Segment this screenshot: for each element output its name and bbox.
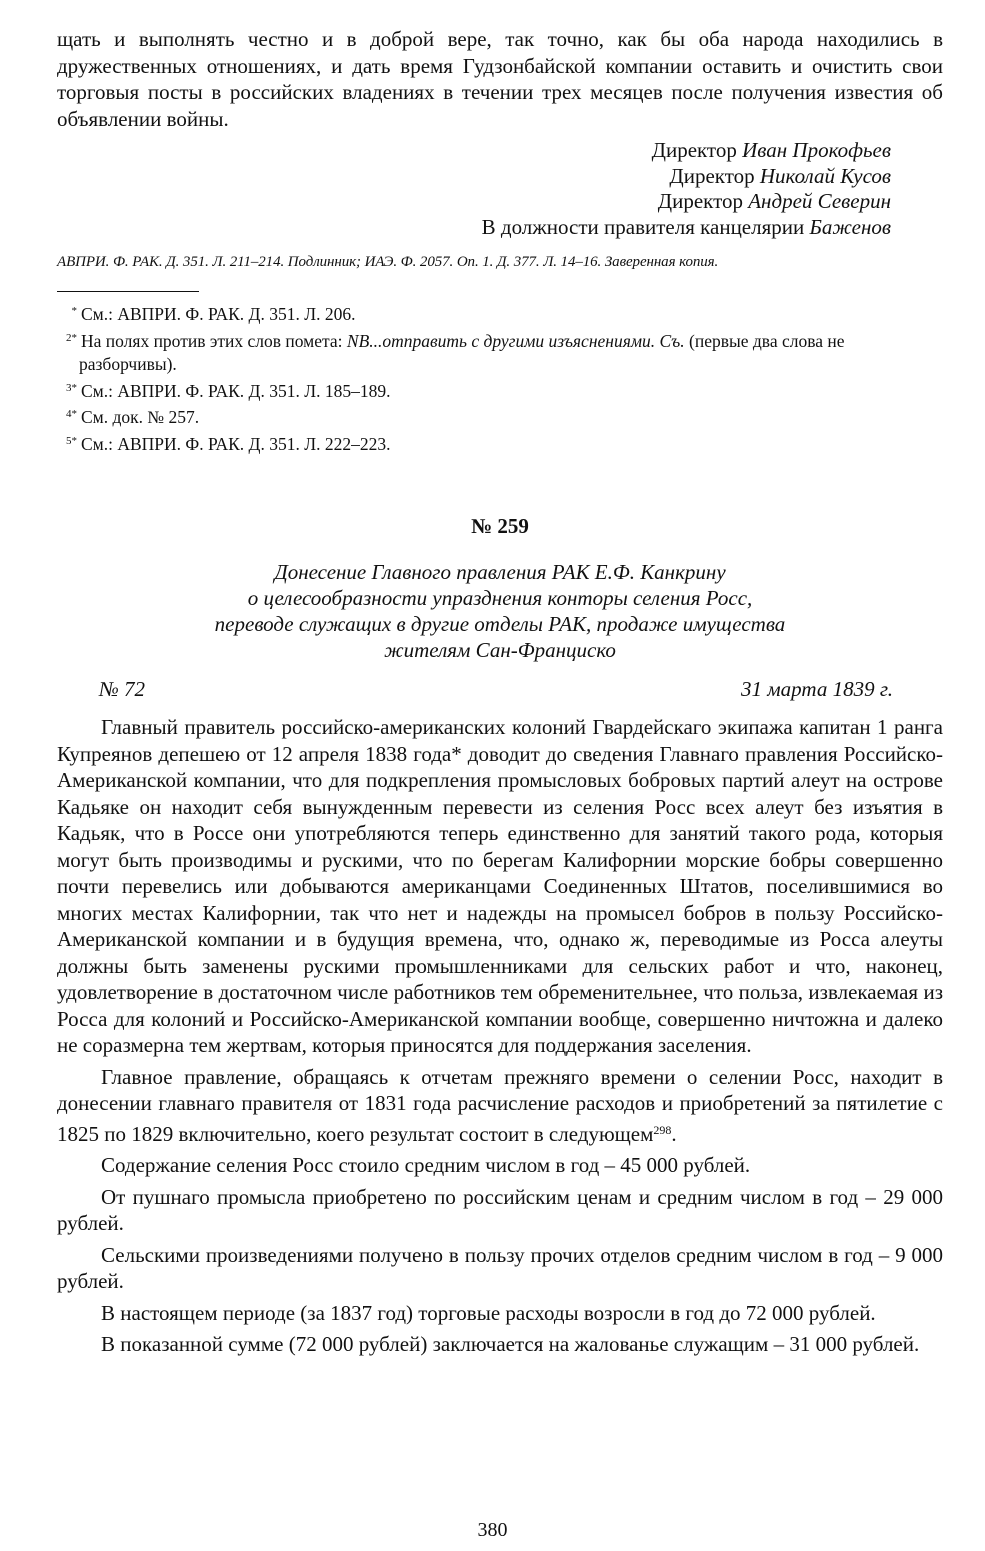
signature-line: Директор Николай Кусов — [669, 163, 891, 188]
body-paragraph: Содержание селения Росс стоило средним числом в год – 45 000 рублей. — [101, 1153, 751, 1177]
footnote: * См.: АВПРИ. Ф. РАК. Д. 351. Л. 206. — [71, 304, 356, 324]
document-title — [57, 559, 943, 663]
title-line: Донесение Главного правления РАК Е.Ф. Канкрину — [274, 560, 726, 584]
signature-line: В должности правителя канцелярии Баженов — [481, 214, 891, 239]
title-line: жителям Сан-Франциско — [384, 638, 616, 662]
footnote: $^{5*}$ См.: АВПРИ. Ф. РАК. Д. 351. Л. 222–223. — [66, 433, 391, 454]
reference-number: № 72 — [99, 677, 146, 701]
body-paragraph: Главное правление, обращаясь к отчетам прежняго времени о селении Росс, находит в донесении главнаго правителя от 1831 года расчисление расходов и приобретений за пятилетие с 1825 по 1829 включительно, коего результат состоит в следующем$^{298}$. — [57, 1064, 943, 1146]
page-number: 380 — [477, 1519, 508, 1541]
document-date: 31 марта 1839 г. — [741, 677, 893, 701]
signatures-block — [57, 138, 943, 240]
document-number: № 259 — [471, 514, 529, 538]
body-paragraph: В настоящем периоде (за 1837 год) торговые расходы возросли в год до 72 000 рублей. — [101, 1300, 876, 1325]
body-paragraph: В показанной сумме (72 000 рублей) заключается на жалованье служащим – 31 000 рублей. — [101, 1332, 920, 1356]
document-body — [57, 714, 943, 1358]
document-meta — [57, 677, 943, 702]
footnote-ref: 298 — [653, 1122, 672, 1137]
archive-reference: АВПРИ. Ф. РАК. Д. 351. Л. 211–214. Подлинник; ИАЭ. Ф. 2057. Оп. 1. Д. 377. Л. 14–16. Заверенная копия. — [57, 254, 719, 270]
body-paragraph: От пушнаго промысла приобретено по российским ценам и средним числом в год – 29 000 рублей. — [57, 1184, 943, 1235]
body-paragraph: Сельскими произведениями получено в пользу прочих отделов средним числом в год – 9 000 рублей. — [57, 1242, 943, 1293]
signature-line: Директор Иван Прокофьев — [651, 138, 891, 162]
title-line: о целесообразности упразднения конторы селения Росс, — [247, 586, 753, 610]
body-paragraph: Главный правитель российско-американских колоний Гвардейскаго экипажа капитан 1 ранга Купреянов депешею от 12 апреля 1838 года* доводит до сведения Главнаго правления Российско-Американской компании, что для подкрепления промысловых бобровых партий алеут на острове Кадьяке он находит себя вынужденным перевести из селения Росс всех алеут без изъятия в Кадьяк, что в Россе они употребляются теперь единственно для занятий такого рода, которыя могут быть производимы и рускими, что по берегам Калифорнии морские бобры совершенно почти перевелись или добываются американцами Соединенных Штатов, поселившимися во многих местах Калифорнии, так что нет и надежды на промысел бобров в пользу Российско-Американской компании и в будущия времена, что, однако ж, переводимые из Росса алеуты должны быть заменены рускими промышленниками для сельских работ и что, наконец, удовлетворение в достаточном числе работников тем обременительнее, что польза, извлекаемая из Росса для колоний и Российско-Американской компании вообще, совершенно ничтожна и далеко не соразмерна тем жертвам, которыя приносятся для поддержания заселения. — [57, 715, 943, 1057]
footnote-divider — [57, 291, 199, 292]
footnote: $^{2*}$ На полях против этих слов помета: NB...отправить с другими изъяснениями. Съ. (первые два слова не разборчивы). — [66, 330, 845, 374]
footnote: $^{3*}$ См.: АВПРИ. Ф. РАК. Д. 351. Л. 185–189. — [66, 380, 391, 401]
footnote: $^{4*}$ См. док. № 257. — [66, 407, 200, 427]
page — [57, 26, 943, 1358]
title-line: переводе служащих в другие отделы РАК, продаже имущества — [214, 612, 786, 636]
signature-line: Директор Андрей Северин — [657, 189, 891, 213]
continued-paragraph: щать и выполнять честно и в доброй вере, так точно, как бы оба народа находились в дружественных отношениях, и дать время Гудзонбайской компании оставить и очистить свои торговыя посты в российских владениях в течении трех месяцев после получения известия об объявлении войны. — [57, 27, 943, 131]
